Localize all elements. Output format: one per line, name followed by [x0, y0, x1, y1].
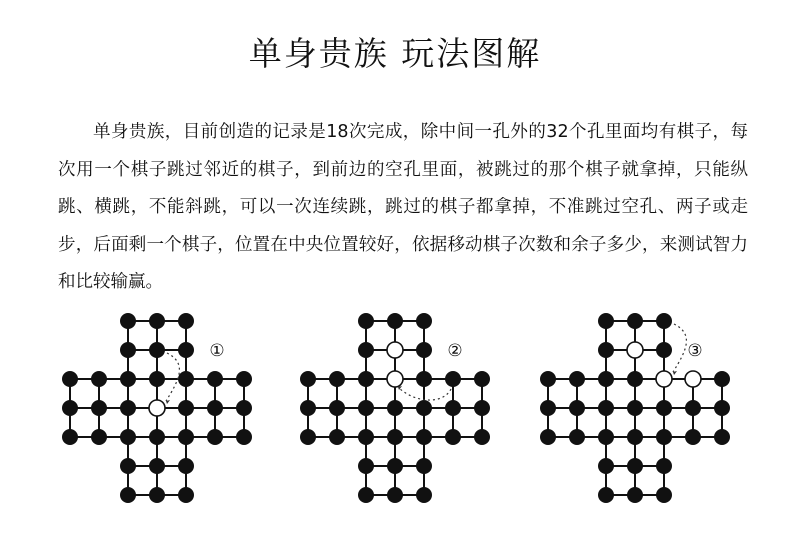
peg[interactable]	[207, 371, 223, 387]
peg[interactable]	[358, 400, 374, 416]
peg[interactable]	[91, 400, 107, 416]
jump-arrow	[166, 353, 179, 401]
game-board-1	[56, 308, 288, 508]
peg[interactable]	[329, 371, 345, 387]
empty-hole[interactable]	[656, 371, 672, 387]
peg[interactable]	[685, 400, 701, 416]
peg[interactable]	[149, 487, 165, 503]
peg[interactable]	[178, 487, 194, 503]
peg[interactable]	[598, 487, 614, 503]
board-label: ②	[447, 341, 463, 361]
peg[interactable]	[445, 400, 461, 416]
peg[interactable]	[569, 371, 585, 387]
peg[interactable]	[445, 429, 461, 445]
peg[interactable]	[598, 458, 614, 474]
peg[interactable]	[569, 400, 585, 416]
peg[interactable]	[358, 342, 374, 358]
peg[interactable]	[149, 313, 165, 329]
peg[interactable]	[91, 429, 107, 445]
board-label: ③	[687, 341, 703, 361]
peg[interactable]	[178, 342, 194, 358]
game-board-2	[294, 308, 526, 508]
peg[interactable]	[178, 371, 194, 387]
peg[interactable]	[358, 371, 374, 387]
peg[interactable]	[627, 313, 643, 329]
peg[interactable]	[120, 342, 136, 358]
peg[interactable]	[598, 400, 614, 416]
peg[interactable]	[178, 458, 194, 474]
peg[interactable]	[416, 371, 432, 387]
peg[interactable]	[178, 313, 194, 329]
peg[interactable]	[62, 371, 78, 387]
peg[interactable]	[474, 371, 490, 387]
peg[interactable]	[416, 458, 432, 474]
peg[interactable]	[358, 313, 374, 329]
peg[interactable]	[656, 487, 672, 503]
peg[interactable]	[685, 429, 701, 445]
peg[interactable]	[329, 429, 345, 445]
peg[interactable]	[569, 429, 585, 445]
peg[interactable]	[627, 371, 643, 387]
peg[interactable]	[300, 429, 316, 445]
peg[interactable]	[627, 429, 643, 445]
peg[interactable]	[236, 429, 252, 445]
peg[interactable]	[656, 458, 672, 474]
peg[interactable]	[656, 342, 672, 358]
peg[interactable]	[178, 400, 194, 416]
peg[interactable]	[329, 400, 345, 416]
peg[interactable]	[598, 429, 614, 445]
board-label: ①	[209, 341, 225, 361]
peg[interactable]	[149, 458, 165, 474]
peg[interactable]	[120, 429, 136, 445]
peg[interactable]	[416, 400, 432, 416]
empty-hole[interactable]	[685, 371, 701, 387]
peg[interactable]	[656, 429, 672, 445]
peg[interactable]	[91, 371, 107, 387]
peg[interactable]	[358, 487, 374, 503]
empty-hole[interactable]	[627, 342, 643, 358]
peg[interactable]	[598, 371, 614, 387]
peg[interactable]	[656, 313, 672, 329]
peg[interactable]	[474, 400, 490, 416]
peg[interactable]	[714, 400, 730, 416]
peg[interactable]	[387, 429, 403, 445]
peg[interactable]	[540, 400, 556, 416]
peg[interactable]	[656, 400, 672, 416]
empty-hole[interactable]	[387, 371, 403, 387]
peg[interactable]	[416, 342, 432, 358]
peg[interactable]	[120, 487, 136, 503]
jump-arrow	[673, 324, 686, 372]
peg[interactable]	[445, 371, 461, 387]
peg[interactable]	[416, 313, 432, 329]
peg[interactable]	[178, 429, 194, 445]
peg[interactable]	[120, 400, 136, 416]
peg[interactable]	[714, 429, 730, 445]
peg[interactable]	[387, 400, 403, 416]
peg[interactable]	[149, 429, 165, 445]
page-title: 单身贵族 玩法图解	[248, 34, 542, 73]
rules-paragraph: 单身贵族，目前创造的记录是18次完成，除中间一孔外的32个孔里面均有棋子，每次用一个棋子跳过邻近的棋子，到前边的空孔里面，被跳过的那个棋子就拿掉，只能纵跳、横跳，不能斜跳，可以一次连续跳，跳过的棋子都拿掉，不准跳过空孔、两子或走步，后面剩一个棋子，位置在中央位置较好，依据移动棋子次数和余子多少，来测试智力和比较输赢。	[58, 122, 748, 292]
peg[interactable]	[540, 371, 556, 387]
peg[interactable]	[236, 371, 252, 387]
empty-hole[interactable]	[387, 342, 403, 358]
peg[interactable]	[387, 313, 403, 329]
peg[interactable]	[149, 371, 165, 387]
peg[interactable]	[416, 429, 432, 445]
peg[interactable]	[300, 400, 316, 416]
peg[interactable]	[207, 400, 223, 416]
peg[interactable]	[474, 429, 490, 445]
peg[interactable]	[416, 487, 432, 503]
peg[interactable]	[627, 400, 643, 416]
game-board-3	[534, 308, 766, 508]
empty-hole[interactable]	[149, 400, 165, 416]
peg[interactable]	[120, 371, 136, 387]
peg[interactable]	[627, 487, 643, 503]
peg[interactable]	[387, 487, 403, 503]
peg[interactable]	[120, 313, 136, 329]
peg[interactable]	[300, 371, 316, 387]
peg[interactable]	[714, 371, 730, 387]
peg[interactable]	[358, 429, 374, 445]
peg[interactable]	[358, 458, 374, 474]
peg[interactable]	[627, 458, 643, 474]
peg[interactable]	[62, 429, 78, 445]
peg[interactable]	[236, 400, 252, 416]
peg[interactable]	[149, 342, 165, 358]
peg[interactable]	[207, 429, 223, 445]
peg[interactable]	[598, 313, 614, 329]
peg[interactable]	[540, 429, 556, 445]
peg[interactable]	[120, 458, 136, 474]
peg[interactable]	[387, 458, 403, 474]
peg[interactable]	[598, 342, 614, 358]
peg[interactable]	[62, 400, 78, 416]
